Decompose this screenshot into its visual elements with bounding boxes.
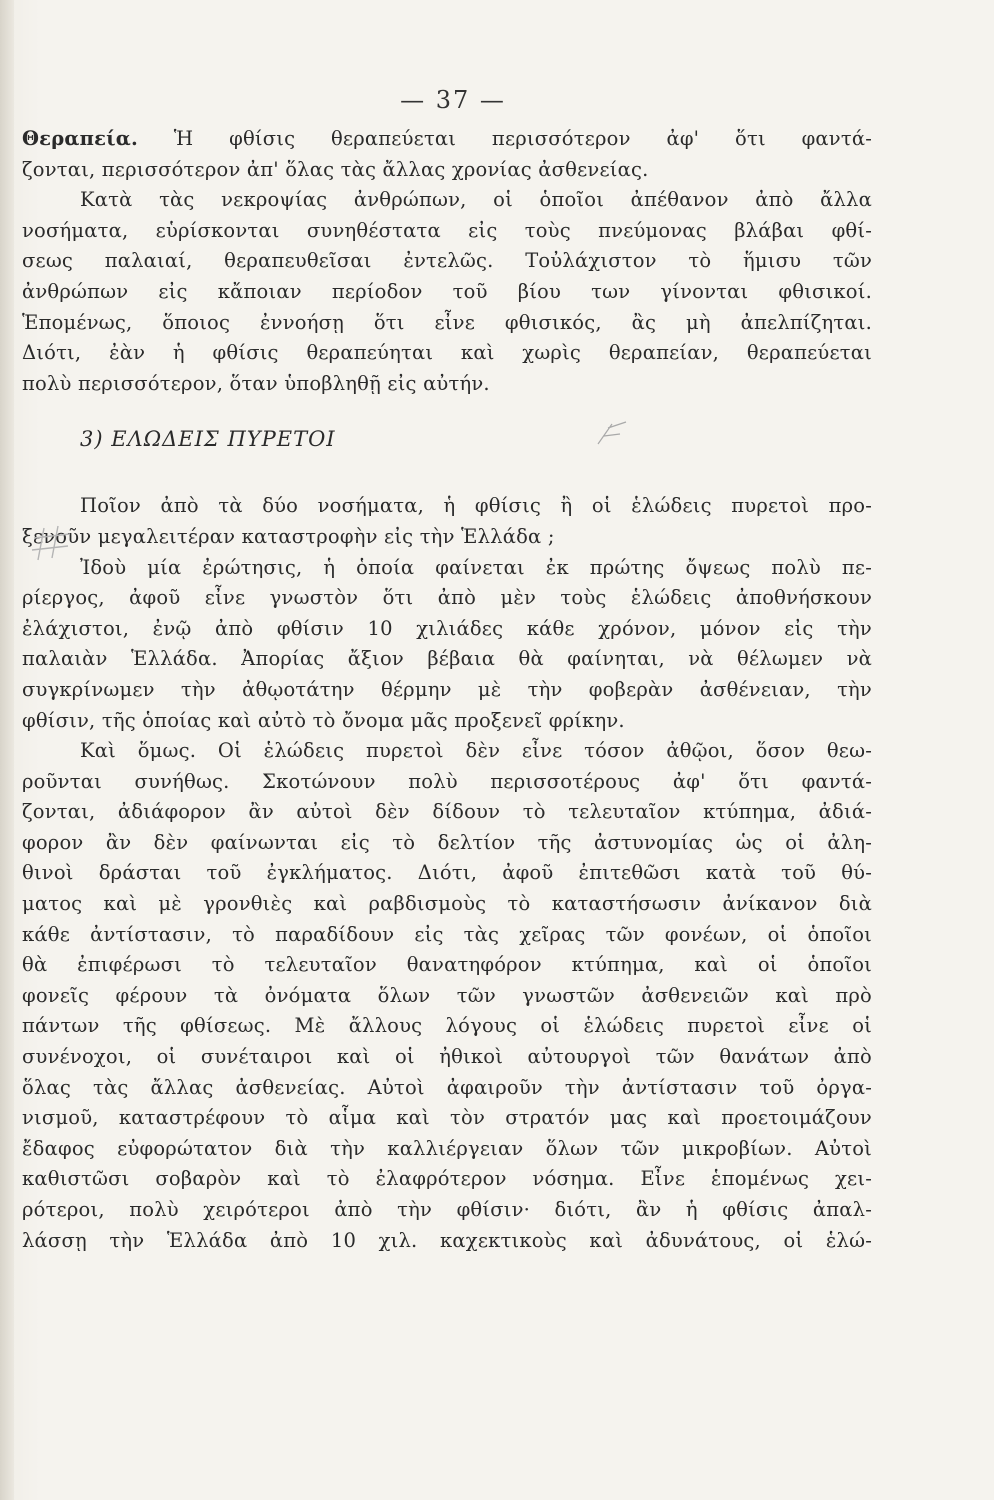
text-line: ζονται, ἀδιάφορον ἂν αὐτοὶ δὲν δίδουν τὸ τελευταῖον κτύπημα, ἀδιά- bbox=[22, 800, 872, 824]
text-line: κάθε ἀντίστασιν, τὸ παραδίδουν εἰς τὰς χεῖρας τῶν φονέων, οἱ ὁποῖοι bbox=[22, 922, 872, 946]
text-line: ζονται, περισσότερον ἀπ' ὅλας τὰς ἄλλας χρονίας ἀσθενείας. bbox=[22, 157, 649, 181]
text-line: Ποῖον ἀπὸ τὰ δύο νοσήματα, ἡ φθίσις ἢ οἱ ἑλώδεις πυρετοὶ προ- bbox=[80, 494, 872, 518]
text-line: καθιστῶσι σοβαρὸν καὶ τὸ ἐλαφρότερον νόσημα. Εἶνε ἑπομένως χει- bbox=[22, 1167, 872, 1191]
text-line: ματος καὶ μὲ γρονθιὲς καὶ ραβδισμοὺς τὸ καταστήσωσιν ἀνίκανον διὰ bbox=[22, 892, 872, 916]
text-line: Ἑπομένως, ὅποιος ἐννοήσῃ ὅτι εἶνε φθισικός, ἂς μὴ ἀπελπίζηται. bbox=[22, 310, 872, 334]
text-line: θὰ ἐπιφέρωσι τὸ τελευταῖον θανατηφόρον κτύπημα, καὶ οἱ ὁποῖοι bbox=[22, 953, 872, 977]
text-line: Καὶ ὅμως. Οἱ ἑλώδεις πυρετοὶ δὲν εἶνε τόσον ἀθῷοι, ὅσον θεω- bbox=[80, 739, 872, 763]
text-line: συγκρίνωμεν τὴν ἀθῳοτάτην θέρμην μὲ τὴν φοβερὰν ἀσθένειαν, τὴν bbox=[22, 677, 872, 701]
text-line: ρίεργος, ἀφοῦ εἶνε γνωστὸν ὅτι ἀπὸ μὲν τοὺς ἑλώδεις ἀποθνήσκουν bbox=[22, 586, 872, 610]
text-line: φορον ἂν δὲν φαίνωνται εἰς τὸ δελτίον τῆς ἀστυνομίας ὡς οἱ ἀλη- bbox=[22, 830, 872, 854]
text-line: ξενοῦν μεγαλειτέραν καταστροφὴν εἰς τὴν Ἑλλάδα ; bbox=[22, 524, 555, 548]
text-line: ἐλάχιστοι, ἐνῷ ἀπὸ φθίσιν 10 χιλιάδες κάθε χρόνον, μόνον εἰς τὴν bbox=[22, 616, 872, 640]
page-number: — 37 — bbox=[400, 86, 506, 114]
text-line: σεως παλαιαί, θεραπευθεῖσαι ἐντελῶς. Τοὐλάχιστον τὸ ἥμισυ τῶν bbox=[22, 249, 872, 273]
text-span: Ἡ φθίσις θεραπεύεται περισσότερον ἀφ' ὅτι φαντά- bbox=[137, 127, 872, 150]
text-line: νοσήματα, εὑρίσκονται συνηθέστατα εἰς τοὺς πνεύμονας βλάβαι φθί- bbox=[22, 218, 872, 242]
section-lead: Θεραπεία. bbox=[22, 127, 138, 150]
text-line: ὅλας τὰς ἄλλας ἀσθενείας. Αὐτοὶ ἀφαιροῦν τὴν ἀντίστασιν τοῦ ὀργα- bbox=[22, 1075, 872, 1099]
text-line: Ἰδοὺ μία ἐρώτησις, ἡ ὁποία φαίνεται ἐκ πρώτης ὄψεως πολὺ πε- bbox=[80, 555, 872, 579]
text-line: συνένοχοι, οἱ συνέταιροι καὶ οἱ ἠθικοὶ αὐτουργοὶ τῶν θανάτων ἀπὸ bbox=[22, 1045, 872, 1069]
text-line: Διότι, ἐὰν ἡ φθίσις θεραπεύηται καὶ χωρὶς θεραπείαν, θεραπεύεται bbox=[22, 341, 872, 365]
text-line: ἀνθρώπων εἰς κἄποιαν περίοδον τοῦ βίου των γίνονται φθισικοί. bbox=[22, 279, 872, 303]
pencil-hash-icon bbox=[30, 524, 74, 564]
text-line: φονεῖς φέρουν τὰ ὀνόματα ὅλων τῶν γνωστῶν ἀσθενειῶν καὶ πρὸ bbox=[22, 983, 872, 1007]
text-line: πολὺ περισσότερον, ὅταν ὑποβληθῇ εἰς αὐτήν. bbox=[22, 371, 490, 395]
text-line: φθίσιν, τῆς ὁποίας καὶ αὐτὸ τὸ ὄνομα μᾶς προξενεῖ φρίκην. bbox=[22, 708, 625, 732]
text-line: λάσσῃ τὴν Ἑλλάδα ἀπὸ 10 χιλ. καχεκτικοὺς καὶ ἀδυνάτους, οἱ ἑλώ- bbox=[22, 1228, 872, 1252]
pencil-mark-icon bbox=[592, 418, 632, 448]
text-line: ρότεροι, πολὺ χειρότεροι ἀπὸ τὴν φθίσιν· διότι, ἂν ἡ φθίσις ἀπαλ- bbox=[22, 1198, 872, 1221]
text-line: ροῦνται συνήθως. Σκοτώνουν πολὺ περισσοτέρους ἀφ' ὅτι φαντά- bbox=[22, 769, 872, 793]
text-line: Κατὰ τὰς νεκροψίας ἀνθρώπων, οἱ ὁποῖοι ἀπέθανον ἀπὸ ἄλλα bbox=[80, 188, 872, 212]
text-line bbox=[22, 124, 872, 155]
binding-edge bbox=[0, 0, 14, 1500]
text-line: ἔδαφος εὐφορώτατον διὰ τὴν καλλιέργειαν ὅλων τῶν μικροβίων. Αὐτοὶ bbox=[22, 1136, 872, 1160]
text-line: παλαιὰν Ἑλλάδα. Ἀπορίας ἄξιον βέβαια θὰ φαίνηται, νὰ θέλωμεν νὰ bbox=[22, 647, 872, 671]
text-line: θινοὶ δράσται τοῦ ἐγκλήματος. Διότι, ἀφοῦ ἐπιτεθῶσι κατὰ τοῦ θύ- bbox=[22, 861, 872, 885]
text-line: νισμοῦ, καταστρέφουν τὸ αἷμα καὶ τὸν στρατόν μας καὶ προετοιμάζουν bbox=[22, 1106, 872, 1130]
text-body bbox=[22, 124, 872, 1256]
section-heading: 3) ΕΛΩΔΕΙΣ ΠΥΡΕΤΟΙ bbox=[80, 427, 336, 452]
text-line: πάντων τῆς φθίσεως. Μὲ ἄλλους λόγους οἱ ἑλώδεις πυρετοὶ εἶνε οἱ bbox=[22, 1014, 872, 1038]
section-heading-wrap bbox=[22, 399, 872, 491]
